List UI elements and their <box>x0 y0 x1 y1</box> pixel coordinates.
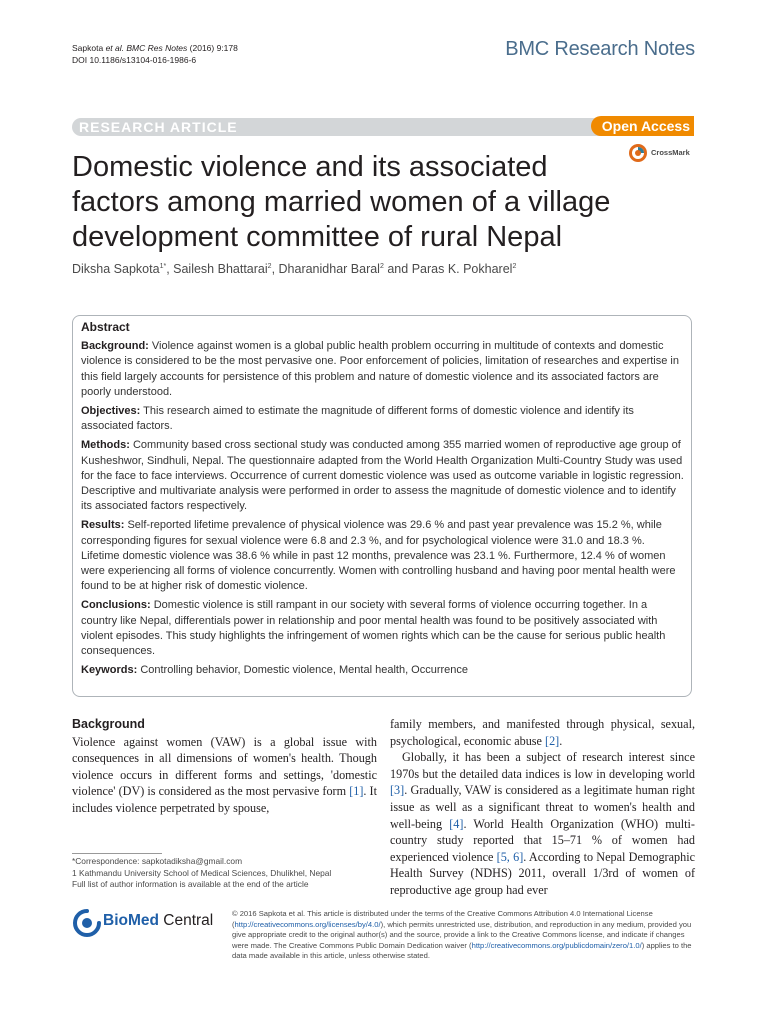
publisher-logo <box>103 912 213 930</box>
citation-link[interactable]: [1] <box>349 784 364 799</box>
logo-central: Central <box>158 912 214 929</box>
correspondence-note: *Correspondence: sapkotadiksha@gmail.com <box>72 856 243 866</box>
author-affiliation: 2 <box>267 262 272 270</box>
citation <box>72 42 238 66</box>
body-text: . World Health Organization (WHO) multi-country study reported that 15–71 % of women had experienced violence <box>390 816 695 864</box>
abstract <box>81 320 684 682</box>
body-right-column <box>390 716 695 899</box>
body-paragraph <box>72 734 377 817</box>
section-label: Methods: <box>81 439 130 452</box>
author-affiliation: 2 <box>379 262 384 270</box>
doi[interactable]: DOI 10.1186/s13104-016-1986-6 <box>72 55 197 65</box>
crossmark-label[interactable]: CrossMark <box>651 148 690 157</box>
section-text: Controlling behavior, Domestic violence, Mental health, Occurrence <box>140 664 469 677</box>
body-text: . According to Nepal Demographic Health Survey (NDHS) 2011, overall 1/3rd of women of reproductive age group had ever <box>390 849 695 897</box>
article-title <box>72 150 632 255</box>
abstract-results <box>81 518 684 594</box>
author-name: Dharanidhar Baral <box>278 262 380 276</box>
abstract-background <box>81 339 684 400</box>
background-heading: Background <box>72 717 145 731</box>
section-text: This research aimed to estimate the magnitude of different forms of domestic violence and identify its associated factors. <box>81 405 634 433</box>
title-line-1: Domestic violence and its associated <box>72 151 548 183</box>
author-info-note: Full list of author information is available at the end of the article <box>72 879 309 889</box>
section-text: Domestic violence is still rampant in our society with several forms of violence occurring together. In a country like Nepal, differentials power in relationship and poor mental health was found to be positively associated with violent episodes. This study highlights the infringement of women rights which can be the cause for serious public health consequences. <box>81 599 666 658</box>
journal-name: BMC Research Notes <box>505 38 695 60</box>
author-separator: , <box>166 262 174 276</box>
author-affiliation: 1* <box>159 262 167 270</box>
abstract-conclusions <box>81 598 684 659</box>
author-affiliation: 2 <box>512 262 517 270</box>
article-type-label: RESEARCH ARTICLE <box>79 119 238 135</box>
citation-link[interactable]: [2] <box>545 733 560 748</box>
author-name: Diksha Sapkota <box>72 262 160 276</box>
author-separator: , <box>271 262 279 276</box>
open-access-label: Open Access <box>601 118 690 134</box>
logo-biomed: BioMed <box>103 912 159 929</box>
body-text: Globally, it has been a subject of research interest since 1970s but the detailed data indices is low in developing world <box>390 750 695 781</box>
license-text <box>232 909 694 962</box>
body-text: . It includes violence perpetrated by spouse, <box>72 784 378 815</box>
section-text: Community based cross sectional study was conducted among 355 married women of reproductive age group of Kusheshwor, Sindhuli, Nepal. The questionnaire adapted from the World Health Organization Multi-Country Study was used for the face to face interviews. Occurrence of current domestic violence was used as outcome variable in logistic regression. Descriptive and multivariate analysis were performed in order to assess the magnitude of domestic violence and to identify its associated factors respectively. <box>81 439 684 513</box>
title-line-2: factors among married women of a village <box>72 186 611 218</box>
abstract-heading: Abstract <box>81 320 130 334</box>
citation-link[interactable]: [3] <box>390 783 405 798</box>
license-link[interactable]: http://creativecommons.org/publicdomain/zero/1.0/ <box>471 940 642 950</box>
license-part: ) applies to the data made available in this article, unless otherwise stated. <box>232 940 692 960</box>
section-text: Self-reported lifetime prevalence of physical violence was 29.6 % and past year prevalence was 15.2 %, while corresponding figures for sexual violence were 6.8 and 2.3 %, and for psychological violence were 31.0 and 18.3 %. Lifetime domestic violence was 38.6 % while in past 12 months, prevalence was 23.1 %. Furthermore, 12.4 % of women were experiencing all forms of violence concurrently. Women with controlling husband and having poor mental health were found to be at higher risk of domestic violence. <box>81 519 676 593</box>
author-name: Sailesh Bhattarai <box>173 262 268 276</box>
section-label: Conclusions: <box>81 599 151 612</box>
citation-journal-abbrev: et al. BMC Res Notes <box>105 43 188 53</box>
section-label: Results: <box>81 519 125 532</box>
title-line-3: development committee of rural Nepal <box>72 221 563 253</box>
affiliation-note: 1 Kathmandu University School of Medical Sciences, Dhulikhel, Nepal <box>72 867 332 878</box>
abstract-keywords <box>81 663 684 678</box>
section-text: Violence against women is a global public health problem occurring in multitude of contexts and domestic violence is considered to be the most pervasive one. Poor enforcement of policies, limitation of researches and expertise in this field largely accounts for persistence of this problem and nature of domestic violence and its associated factors are poorly understood. <box>81 340 679 398</box>
license-part: © 2016 Sapkota et al. This article is distributed under the terms of the Creative Commons Attribution 4.0 International License ( <box>232 909 653 929</box>
biomed-central-logo-icon <box>72 908 102 938</box>
citation-link[interactable]: [5, 6] <box>496 849 524 864</box>
citation-suffix: (2016) 9:178 <box>187 43 238 53</box>
footnotes <box>72 856 331 891</box>
body-text: Violence against women (VAW) is a global issue with consequences in all dimensions of women's health. Though violence occurs in different forms and settings, 'domestic violence' (DV) is considered as the most pervasive form <box>72 734 377 799</box>
abstract-objectives <box>81 404 684 434</box>
license-link[interactable]: http://creativecommons.org/licenses/by/4.0/ <box>234 919 381 929</box>
body-text: . Gradually, VAW is considered as a legitimate human right issue as well as a significant threat to women's health and well-being <box>390 783 695 831</box>
body-paragraph <box>390 749 695 898</box>
section-label: Keywords: <box>81 664 138 677</box>
body-text: . <box>559 733 563 748</box>
body-text: family members, and manifested through physical, sexual, psychological, economic abuse <box>390 717 695 748</box>
author-list <box>72 262 516 276</box>
section-label: Objectives: <box>81 405 141 418</box>
abstract-methods <box>81 438 684 514</box>
author-name: Paras K. Pokharel <box>411 262 513 276</box>
footnote-rule <box>72 853 162 854</box>
author-separator: and <box>383 262 412 276</box>
citation-prefix: Sapkota <box>72 43 106 53</box>
section-label: Background: <box>81 340 149 353</box>
body-left-column <box>72 716 377 817</box>
license-part: ), which permits unrestricted use, distribution, and reproduction in any medium, provided you give appropriate credit to the original author(s) and the source, provide a link to the Creative Commons license, and indicate if changes were made. The Creative Commons Public Domain Dedication waiver ( <box>232 919 692 950</box>
citation-link[interactable]: [4] <box>449 816 464 831</box>
body-paragraph <box>390 716 695 749</box>
